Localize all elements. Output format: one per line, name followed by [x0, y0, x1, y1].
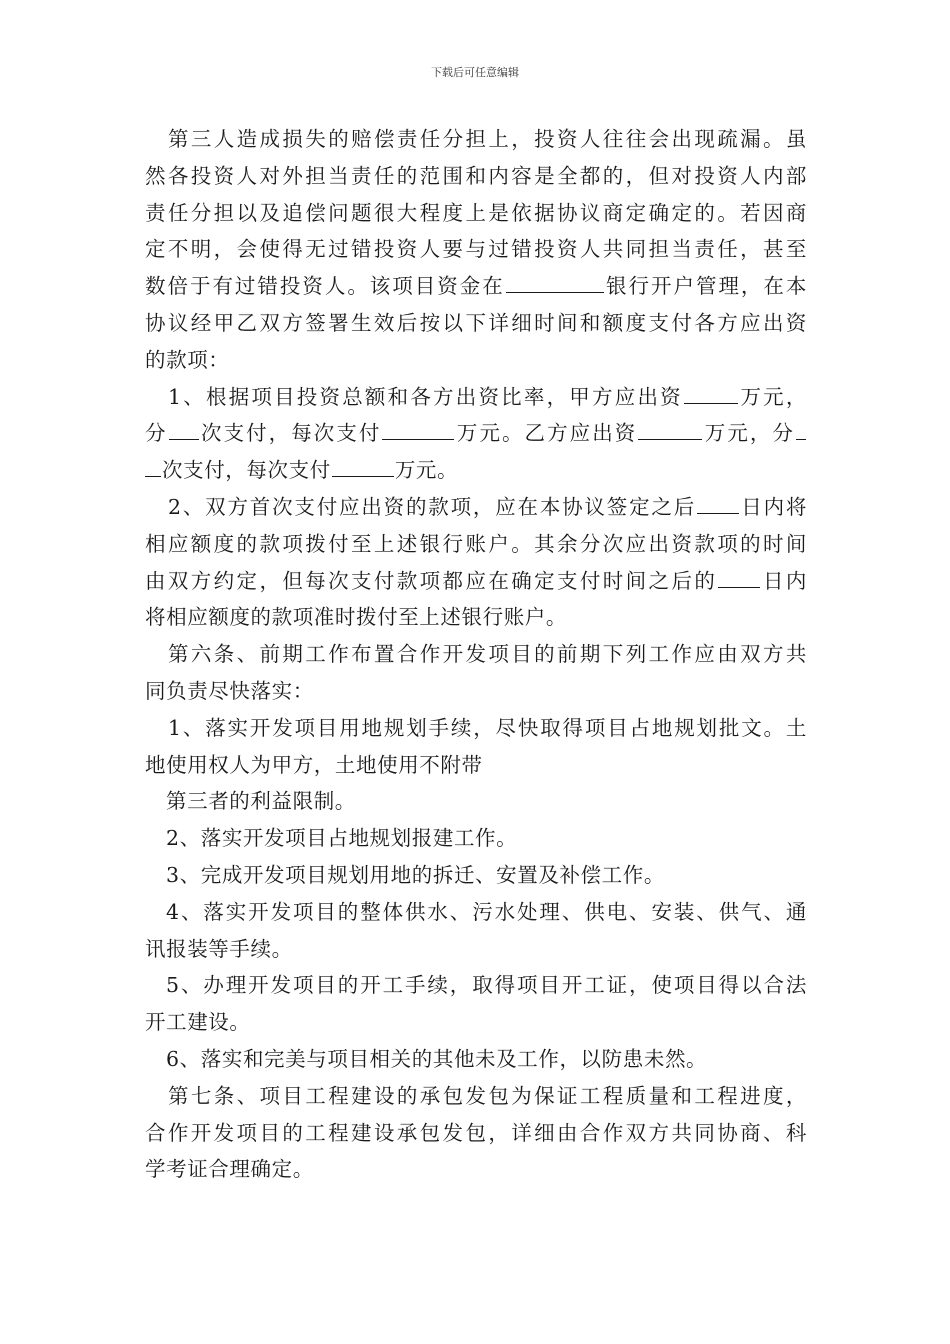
text-line: 相应额度的款项拨付至上述银行账户。其余分次应出资款项的时间	[145, 531, 807, 556]
text-segment: 万元，分	[703, 421, 795, 446]
text-line	[145, 563, 807, 600]
text-line	[145, 268, 807, 305]
text-line: 2、落实开发项目占地规划报建工作。	[166, 826, 518, 851]
list-item	[145, 820, 807, 857]
fill-in-blank[interactable]	[796, 417, 806, 440]
fill-in-blank[interactable]	[145, 454, 161, 477]
list-item	[145, 894, 807, 968]
fill-in-blank[interactable]	[169, 417, 199, 440]
text-line	[145, 489, 807, 526]
text-line: 责任分担以及追偿问题很大程度上是依据协议商定确定的。若因商	[145, 200, 807, 225]
list-item	[145, 967, 807, 1041]
text-segment: 万元。乙方应出资	[455, 421, 638, 446]
fill-in-blank[interactable]	[697, 491, 739, 514]
fill-in-blank[interactable]	[332, 454, 394, 477]
page-header: 下载后可任意编辑	[431, 66, 519, 79]
text-segment: 数倍于有过错投资人。该项目资金在	[145, 274, 505, 299]
fill-in-blank[interactable]	[638, 417, 702, 440]
text-line: 第七条、项目工程建设的承包发包为保证工程质量和工程进度，	[168, 1083, 807, 1108]
text-line: 开工建设。	[145, 1010, 251, 1035]
text-line: 4、落实开发项目的整体供水、污水处理、供电、安装、供气、通	[166, 899, 807, 924]
text-line: 第三人造成损失的赔偿责任分担上，投资人往往会出现疏漏。虽	[168, 127, 807, 151]
text-segment: 万元。	[394, 458, 459, 483]
text-line: 合作开发项目的工程建设承包发包，详细由合作双方共同协商、科	[145, 1120, 807, 1145]
list-item	[145, 710, 807, 784]
fill-in-blank[interactable]	[718, 565, 760, 588]
text-line: 学考证合理确定。	[145, 1157, 314, 1182]
text-line: 第六条、前期工作布置合作开发项目的前期下列工作应由双方共	[168, 642, 807, 667]
text-line: 地使用权人为甲方，土地使用不附带	[145, 752, 483, 777]
text-line: 讯报装等手续。	[145, 936, 293, 961]
fill-in-blank[interactable]	[382, 417, 454, 440]
text-segment: 1、根据项目投资总额和各方出资比率，甲方应出资	[168, 384, 683, 409]
text-line: 3、完成开发项目规划用地的拆迁、安置及补偿工作。	[166, 862, 665, 887]
text-segment: 次支付，每次支付	[199, 421, 382, 446]
list-item	[145, 379, 807, 489]
fill-in-blank[interactable]	[684, 381, 738, 404]
text-line: 5、办理开发项目的开工手续，取得项目开工证，使项目得以合法	[166, 973, 807, 998]
text-line: 的款项：	[145, 347, 230, 372]
text-line	[145, 415, 807, 452]
text-line: 然各投资人对外担当责任的范围和内容是全都的，但对投资人内部	[145, 163, 807, 188]
text-line	[145, 379, 807, 416]
paragraph	[145, 121, 807, 379]
text-line: 协议经甲乙双方签署生效后按以下详细时间和额度支付各方应出资	[145, 310, 807, 335]
text-segment: 2、双方首次支付应出资的款项，应在本协议签定之后	[168, 494, 697, 519]
text-segment: 日内将	[740, 494, 807, 519]
text-segment: 日内	[761, 568, 807, 593]
text-line	[145, 452, 807, 489]
text-line: 定不明，会使得无过错投资人要与过错投资人共同担当责任，甚至	[145, 237, 807, 262]
text-segment: 次支付，每次支付	[162, 458, 331, 483]
paragraph	[145, 783, 807, 820]
list-item	[145, 1041, 807, 1078]
text-line: 同负责尽快落实：	[145, 678, 314, 703]
list-item	[145, 489, 807, 636]
text-line: 第三者的利益限制。	[166, 789, 356, 814]
fill-in-blank[interactable]	[506, 270, 604, 293]
paragraph	[145, 1078, 807, 1188]
text-segment: 万元，	[738, 384, 807, 409]
text-segment: 银行开户管理，在本	[604, 274, 807, 299]
text-line: 1、落实开发项目用地规划手续，尽快取得项目占地规划批文。土	[168, 715, 807, 740]
text-segment: 分	[145, 421, 168, 446]
paragraph	[145, 636, 807, 710]
text-line: 将相应额度的款项准时拨付至上述银行账户。	[145, 605, 567, 630]
list-item	[145, 857, 807, 894]
text-line: 6、落实和完美与项目相关的其他未及工作，以防患未然。	[166, 1046, 708, 1071]
document-body	[145, 121, 807, 1188]
text-segment: 由双方约定，但每次支付款项都应在确定支付时间之后的	[145, 568, 718, 593]
